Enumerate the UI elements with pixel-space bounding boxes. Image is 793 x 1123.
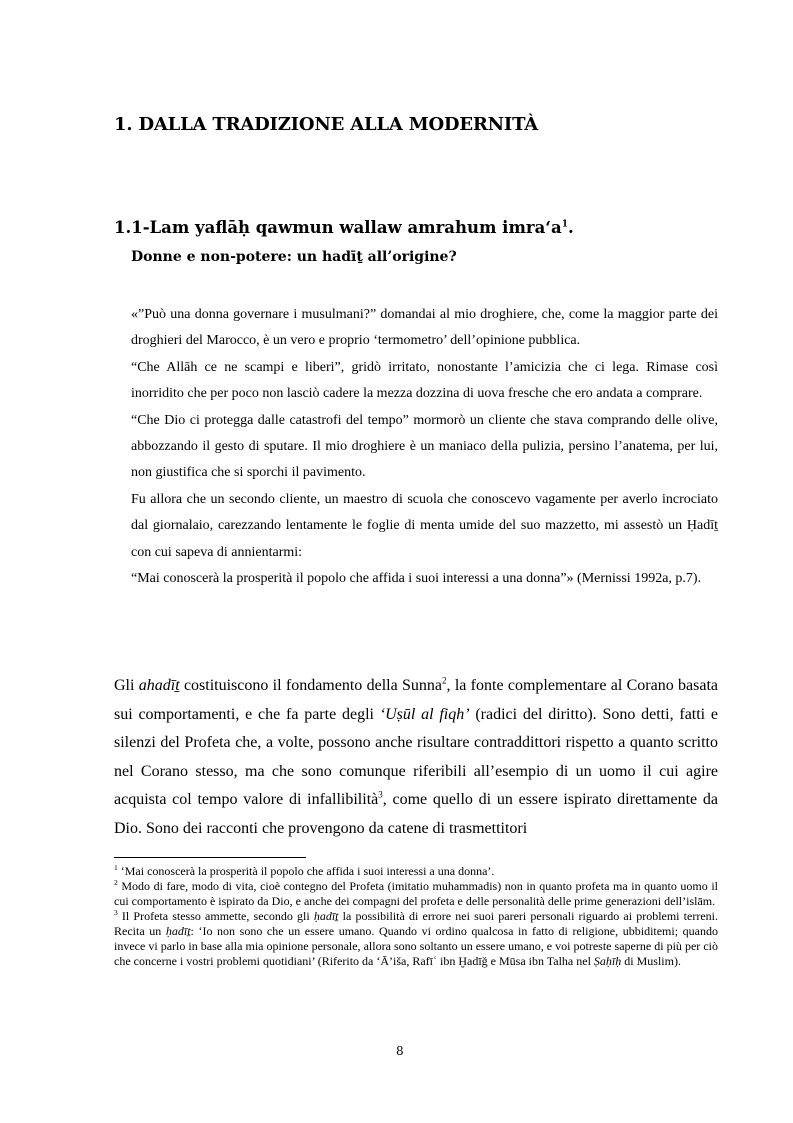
footnote-2-number: 2 [114,878,118,887]
quote-paragraph-3: “Che Dio ci protegga dalle catastrofi del tempo” mormorò un cliente che stava comprando delle olive, abbozzando il gesto di sputare. Il mio droghiere è un maniaco della pulizia, persino l’anatema, per lui, non giustifica che si sporchi il pavimento. [131,412,718,481]
footnote-2 [114,879,718,909]
body-term-ahadith: ahadīṯ [138,677,180,694]
section-title-end: . [568,218,574,237]
footnote-1-text: ‘Mai conoscerà la prosperità il popolo che affida i suoi interessi a una donna’. [117,864,495,878]
footnote-3 [114,909,718,969]
footnote-3-number: 3 [114,908,118,917]
footnote-1 [114,864,718,879]
block-quote [131,302,718,592]
quote-paragraph-5: “Mai conoscerà la prosperità il popolo che affida i suoi interessi a una donna”» (Mernissi 1992a, p.7). [131,571,702,587]
footnote-3-text-a: Il Profeta stesso ammette, secondo gli [117,909,314,923]
body-text-5: , come quello di un essere ispirato direttamente da Dio. Sono dei racconti che provengono da catene di trasmettitori [114,791,718,837]
footnote-ref-1: 1 [561,219,568,230]
footnote-divider [114,857,306,858]
footnote-3-text-c: la possibilità di errore nei suoi pareri personali riguardo ai problemi terreni. Recita un [114,909,718,938]
page-number: 8 [396,1044,404,1058]
footnote-ref-2: 2 [442,675,447,686]
footnote-3-term-hadith-2: ḥadīṯ [165,924,191,938]
footnote-1-number: 1 [114,863,118,872]
quote-paragraph-4: Fu allora che un secondo cliente, un maestro di scuola che conoscevo vagamente per averlo incrociato dal giornalaio, carezzando lentamente le foglie di menta umide del suo mazzetto, mi assestò un Ḥadīṯ con cui sapeva di annientarmi: [131,491,718,560]
footnote-3-text-g: di Muslim). [621,954,681,968]
footnotes [114,864,718,969]
body-text-3: , la fonte complementare al Corano basata sui comportamenti, e che fa parte degli [114,677,719,723]
section-subtitle: Donne e non-potere: un hadīṯ all’origine? [131,249,457,265]
footnote-3-term-sahih: Ṣaḥīḥ [593,954,622,968]
footnote-3-term-hadith-1: ḥadīṯ [313,909,339,923]
quote-paragraph-1: «”Può una donna governare i musulmani?” domandai al mio droghiere, che, come la maggior parte dei droghieri del Marocco, è un vero e proprio ‘termometro’ dell’opinione pubblica. [131,307,718,349]
footnote-ref-3: 3 [378,789,383,800]
quote-paragraph-2: “Che Allāh ce ne scampi e liberi”, gridò irritato, nonostante l’amicizia che ci lega. Rimase così inorridito che per poco non lasciò cadere la mezza dozzina di uova fresche che ero andata a comprare. [131,359,718,402]
body-text-1: Gli [114,677,139,694]
body-paragraph [114,672,718,843]
body-text-4: (radici del diritto). Sono detti, fatti e silenzi del Profeta che, a volte, possono anche risultare contraddittori rispetto a quanto scritto nel Corano stesso, ma che sono comunque riferibili all’esempio di un uomo il cui agire acquista col tempo valore di infallibilità [114,705,719,808]
footnote-3-text-e: : ‘Io non sono che un essere umano. Quando vi ordino qualcosa in fatto di religione, ubbiditemi; quando invece vi parlo in base alla mia opinione personale, allora sono soltanto un essere umano, e voi potreste saperne di più per ciò che concerne i vostri problemi quotidiani’ (Riferito da ‘Ā’iša, Rafīʿ ibn Ḫadīǧ e Mūsa ibn Talha nel [114,924,718,968]
chapter-title: 1. DALLA TRADIZIONE ALLA MODERNITÀ [114,114,539,135]
footnote-2-text: Modo di fare, modo di vita, cioè contegno del Profeta (imitatio muhammadis) non in quanto profeta ma in quanto uomo il cui comportamento è ispirato da Dio, e anche dei compagni del profeta e delle personalità delle prime generazioni dell’islām. [114,879,718,908]
body-term-usul: ‘Uṣūl al fiqh’ [379,705,470,723]
section-title [114,218,754,237]
body-text-2: costituiscono il fondamento della Sunna [179,677,443,694]
section-title-text: 1.1-Lam yaflāḥ qawmun wallaw amrahum imra‘a [114,218,562,237]
